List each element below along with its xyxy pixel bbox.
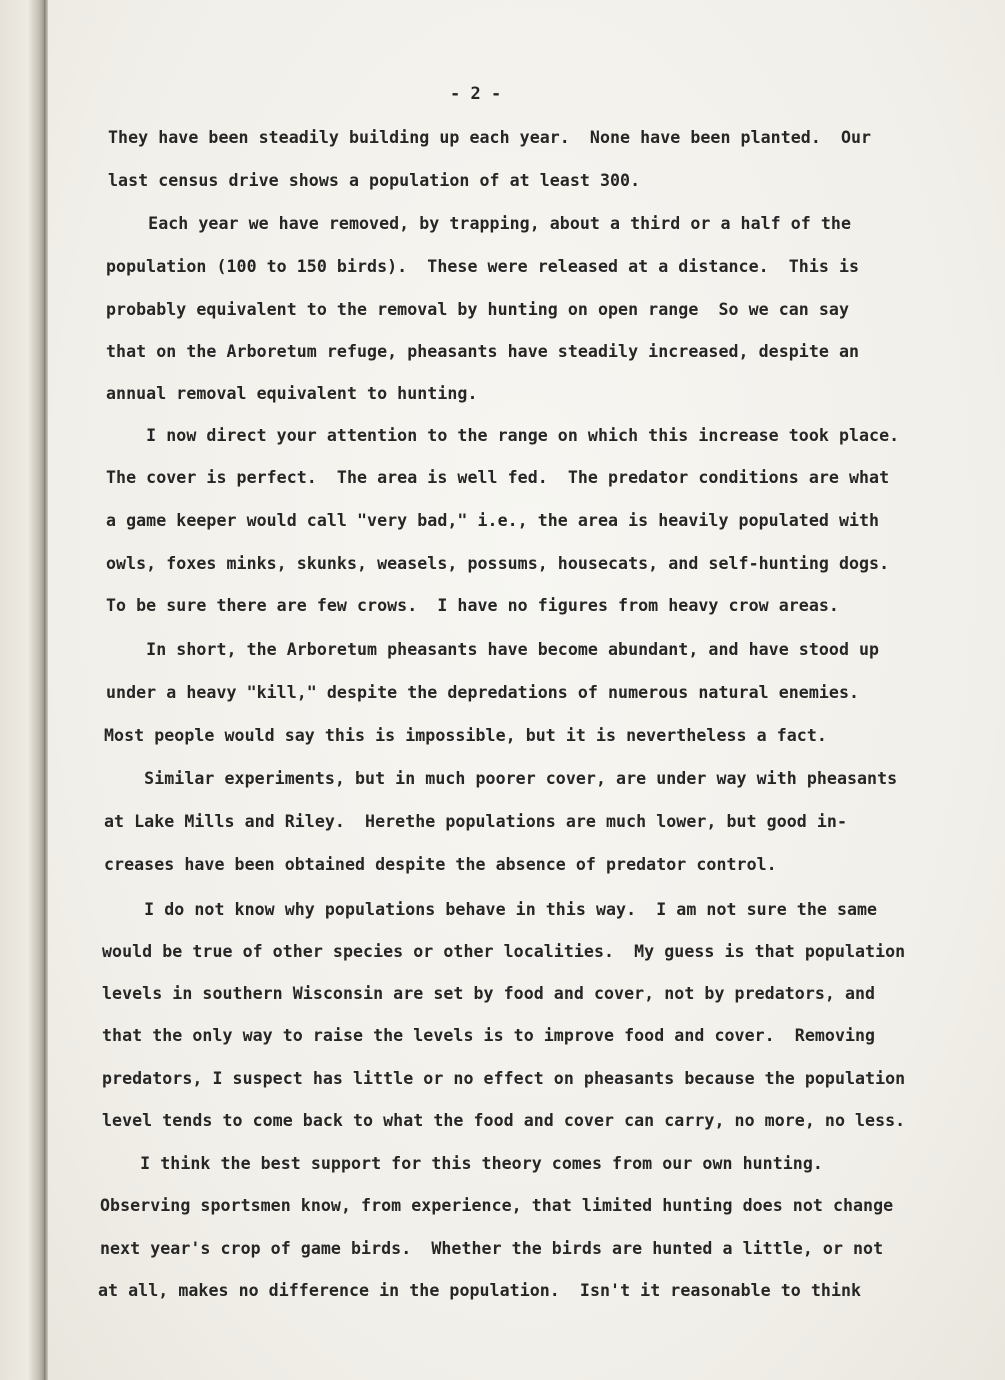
text-line: Most people would say this is impossible, but it is nevertheless a fact. xyxy=(104,726,827,745)
text-line: last census drive shows a population of at least 300. xyxy=(108,171,641,190)
text-line: a game keeper would call "very bad," i.e., the area is heavily populated with xyxy=(106,511,880,530)
text-line: predators, I suspect has little or no effect on pheasants because the population xyxy=(102,1069,906,1088)
text-line: that on the Arboretum refuge, pheasants have steadily increased, despite an xyxy=(106,342,860,361)
page-number: - 2 - xyxy=(450,84,502,104)
text-line: creases have been obtained despite the absence of predator control. xyxy=(104,855,777,874)
text-line: I think the best support for this theory comes from our own hunting. xyxy=(100,1154,823,1173)
text-line: level tends to come back to what the food and cover can carry, no more, no less. xyxy=(102,1111,906,1130)
text-line: under a heavy "kill," despite the depredations of numerous natural enemies. xyxy=(106,683,860,702)
text-line: next year's crop of game birds. Whether the birds are hunted a little, or not xyxy=(100,1239,884,1258)
text-line: owls, foxes minks, skunks, weasels, possums, housecats, and self-hunting dogs. xyxy=(106,554,890,573)
text-line: I do not know why populations behave in this way. I am not sure the same xyxy=(104,900,878,919)
text-line: They have been steadily building up each year. None have been planted. Our xyxy=(108,128,872,147)
text-line: population (100 to 150 birds). These were released at a distance. This is xyxy=(106,257,860,276)
text-line: at all, makes no difference in the population. Isn't it reasonable to think xyxy=(98,1281,862,1300)
text-line: levels in southern Wisconsin are set by food and cover, not by predators, and xyxy=(102,984,876,1003)
text-line: In short, the Arboretum pheasants have become abundant, and have stood up xyxy=(106,640,880,659)
text-line: annual removal equivalent to hunting. xyxy=(106,384,478,403)
text-line: at Lake Mills and Riley. Herethe populations are much lower, but good in- xyxy=(104,812,847,831)
text-line: Each year we have removed, by trapping, about a third or a half of the xyxy=(108,214,851,233)
text-line: Observing sportsmen know, from experience, that limited hunting does not change xyxy=(100,1196,894,1215)
text-line: Similar experiments, but in much poorer cover, are under way with pheasants xyxy=(104,769,898,788)
text-line: I now direct your attention to the range on which this increase took place. xyxy=(106,426,900,445)
text-line: To be sure there are few crows. I have no figures from heavy crow areas. xyxy=(106,596,839,615)
text-line: that the only way to raise the levels is to improve food and cover. Removing xyxy=(102,1026,876,1045)
text-line: probably equivalent to the removal by hunting on open range So we can say xyxy=(106,300,849,319)
text-line: would be true of other species or other localities. My guess is that population xyxy=(102,942,906,961)
text-line: The cover is perfect. The area is well fed. The predator conditions are what xyxy=(106,468,890,487)
